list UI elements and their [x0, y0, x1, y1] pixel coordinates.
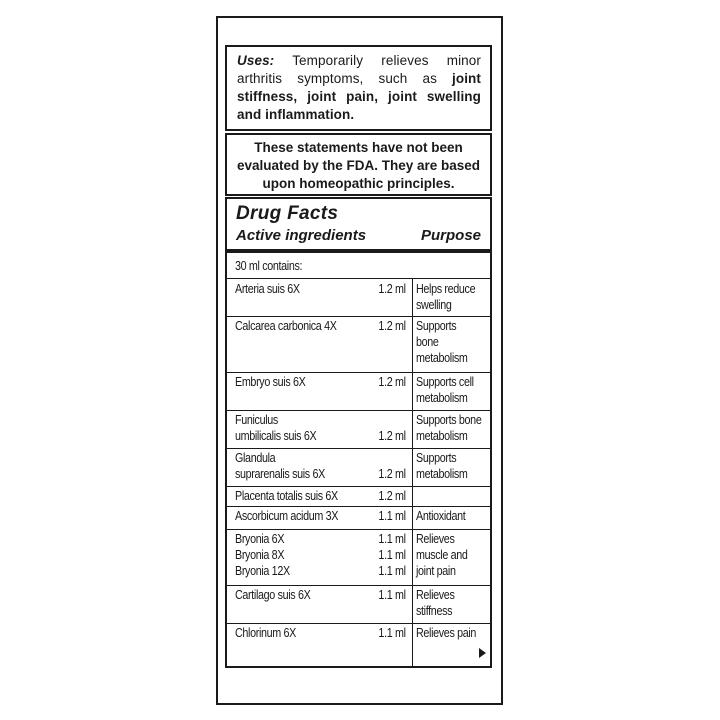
heavy-divider	[227, 249, 490, 253]
row-divider	[227, 585, 490, 586]
uses-section	[225, 45, 492, 131]
row-divider	[227, 372, 490, 373]
fda-disclaimer-section	[225, 133, 492, 196]
ingredient-name: Chlorinum 6X	[235, 626, 297, 640]
triangle-right-icon	[479, 648, 486, 658]
row-divider	[227, 506, 490, 507]
contains-label: 30 ml contains:	[235, 259, 303, 273]
drug-facts-table	[225, 197, 492, 668]
ingredient-amount: 1.1 ml	[378, 588, 406, 602]
ingredient-purpose: metabolism	[416, 467, 468, 481]
ingredient-name: Embryo suis 6X	[235, 375, 306, 389]
ingredient-purpose: Supports	[416, 319, 457, 333]
purpose-column-divider	[412, 279, 413, 666]
ingredient-amount: 1.2 ml	[378, 282, 406, 296]
row-divider	[227, 448, 490, 449]
ingredient-purpose: bone	[416, 335, 439, 349]
ingredient-name: Placenta totalis suis 6X	[235, 489, 338, 503]
ingredient-name: Bryonia 12X	[235, 564, 290, 578]
drug-facts-title: Drug Facts	[236, 203, 339, 224]
ingredient-amount: 1.1 ml	[378, 548, 406, 562]
ingredient-amount: 1.1 ml	[378, 532, 406, 546]
ingredient-amount: 1.2 ml	[378, 429, 406, 443]
ingredient-name: Cartilago suis 6X	[235, 588, 311, 602]
ingredient-purpose: metabolism	[416, 429, 468, 443]
row-divider	[227, 623, 490, 624]
ingredient-purpose: Helps reduce	[416, 282, 476, 296]
ingredient-purpose: Supports bone	[416, 413, 482, 427]
uses-text	[237, 52, 481, 124]
uses-description: Temporarily relieves minor arthritis symptoms, such as	[237, 53, 481, 86]
ingredient-purpose: Antioxidant	[416, 509, 466, 523]
ingredient-amount: 1.2 ml	[378, 375, 406, 389]
ingredient-purpose: joint pain	[416, 564, 456, 578]
uses-label: Uses:	[237, 53, 275, 68]
row-divider	[227, 529, 490, 530]
ingredient-purpose: Supports	[416, 451, 457, 465]
ingredient-purpose: metabolism	[416, 391, 468, 405]
fda-statement: These statements have not been evaluated by the FDA. They are based upon homeopathic principles.	[236, 140, 481, 191]
ingredient-purpose: Relieves pain	[416, 626, 477, 640]
row-divider	[227, 316, 490, 317]
ingredient-name: Calcarea carbonica 4X	[235, 319, 337, 333]
row-divider	[227, 278, 490, 279]
ingredient-name: Arteria suis 6X	[235, 282, 300, 296]
ingredient-name: suprarenalis suis 6X	[235, 467, 325, 481]
row-divider	[227, 486, 490, 487]
ingredient-name: Funiculus	[235, 413, 278, 427]
ingredient-amount: 1.1 ml	[378, 564, 406, 578]
ingredient-amount: 1.2 ml	[378, 489, 406, 503]
uses-symptoms: joint stiffness, joint pain, joint swelling and inflammation.	[237, 71, 481, 122]
ingredient-name: Bryonia 6X	[235, 532, 285, 546]
ingredient-name: umbilicalis suis 6X	[235, 429, 317, 443]
ingredient-purpose: Relieves	[416, 588, 455, 602]
ingredient-purpose: stiffness	[416, 604, 453, 618]
ingredient-name: Ascorbicum acidum 3X	[235, 509, 339, 523]
ingredient-name: Bryonia 8X	[235, 548, 285, 562]
ingredient-amount: 1.2 ml	[378, 467, 406, 481]
ingredient-name: Glandula	[235, 451, 276, 465]
ingredient-purpose: swelling	[416, 298, 452, 312]
active-ingredients-header: Active ingredients	[236, 227, 367, 244]
ingredient-purpose: Relieves	[416, 532, 455, 546]
ingredient-purpose: metabolism	[416, 351, 468, 365]
ingredient-purpose: Supports cell	[416, 375, 474, 389]
ingredient-amount: 1.1 ml	[378, 509, 406, 523]
ingredient-amount: 1.2 ml	[378, 319, 406, 333]
ingredient-amount: 1.1 ml	[378, 626, 406, 640]
row-divider	[227, 410, 490, 411]
purpose-header: Purpose	[420, 227, 481, 244]
ingredient-purpose: muscle and	[416, 548, 468, 562]
